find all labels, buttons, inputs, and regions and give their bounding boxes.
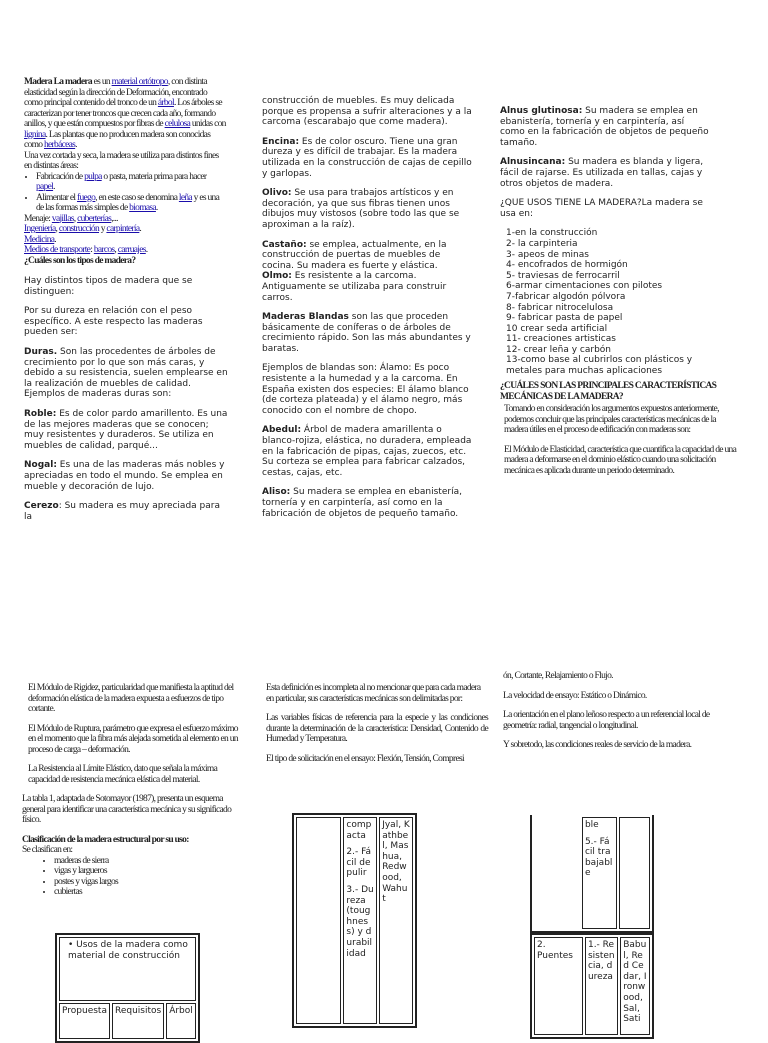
p-variables: Las variables físicas de referencia para la especie y las condiciones durante la determinación de la característica: Densidad, Contenido de Humedad y Temperatura. [266, 713, 488, 744]
p-encina: Encina: Es de color oscuro. Tiene una gran dureza y es difícil de trabajar. Es la madera utilizada en la construcción de cajas de cepillo y garlopas. [262, 136, 472, 179]
link-celulosa[interactable]: celulosa [164, 119, 191, 129]
cell-pulir: 2.- Fácil de pulir [346, 847, 371, 879]
p-abedul: Abedul: Árbol de madera amarillenta o blanco-rojiza, elástica, no duradera, empleada en la fabricación de pipas, cajas, zuecos, etc. Su corteza se emplea para fabricar calzados, cestas, cajas, etc. [262, 425, 472, 478]
ingenieria-line: Ingeniería, construcción y carpintería. [24, 224, 142, 234]
link-lignina[interactable]: lignina [24, 129, 46, 140]
table-cell: Árbol [166, 1003, 196, 1039]
p-tipo-solicitacion: El tipo de solicitación en el ensayo: Flexión, Tensión, Compresi [266, 753, 464, 764]
table-cell [296, 817, 341, 1024]
p-aliso: Aliso: Su madera se emplea en ebanistería, tornería y en carpintería, así como en la fabricación de objetos de pequeño tamaño. [262, 487, 462, 519]
menaje-line: Menaje: vajillas, cuberterías,... [24, 213, 118, 224]
intro-bold: La madera [53, 77, 92, 87]
p-alnusincana: Alnusincana: Su madera es blanda y ligera, fácil de rajarse. Es utilizada en tallas, cajas y otros objetos de madera. [500, 157, 704, 189]
p-velocidad: La velocidad de ensayo: Estático o Dinámico. [503, 690, 647, 701]
p-duras: Duras. Son las procedentes de árboles de crecimiento por lo que son más caras, y debido a su resistencia, suelen emplearse en la realización de muebles de calidad. Ejemplos de maderas duras son: [24, 346, 228, 400]
table-header-bullet: • Usos de la madera como material de construcción [68, 940, 188, 961]
table-cell [379, 817, 413, 1024]
usos-list [500, 228, 710, 376]
p-orientacion: La orientación en el plano leñoso respecto a un referencial local de geometría: radial, tangencial o longitudinal. [503, 710, 710, 731]
uses-list [24, 172, 226, 214]
intro-paragraph: Madera La madera es un material ortótropo, con distinta elasticidad según la dirección de Deformación, encontrado como principal contenido del tronco de un árbol. Los árboles se caracterizan por tener troncos que crecen cada año, formando anillos, y que están compuestos por fibras de celulosa unidas con lignina. Las plantas que no producen madera son conocidas como herbáceas. [24, 77, 226, 150]
uses-table-left [55, 933, 200, 1043]
list-item: 9- fabricar pasta de papel [506, 313, 623, 324]
list-item: • Fabricación de pulpa o pasta, materia prima para hacer papel. [36, 172, 226, 193]
p-olivo: Olivo: Se usa para trabajos artísticos y en decoración, ya que sus fibras tienen unos dibujos muy vistosos (sobre todo las que se aproximan a la raíz). [262, 188, 460, 230]
list-item: 11- creaciones artisticas [506, 334, 616, 345]
link-cubertarias[interactable]: cuberterías [77, 213, 112, 224]
uses-intro: Una vez cortada y seca, la madera se utiliza para distintos fines en distintas áreas: [24, 150, 219, 171]
lower-column-1 [24, 683, 244, 898]
p-alnus: Alnus glutinosa: Su madera se emplea en ebanistería, tornería y en carpintería, así como en la fabricación de objetos de pequeño tamaño. [500, 106, 709, 148]
link-carruajes[interactable]: carruajes [117, 245, 146, 255]
p-resistencia: La Resistencia al Límite Elástico, dato que señala la máxima capacidad de resistencia mecánica elástica del material. [28, 764, 218, 785]
lower-column-3 [503, 671, 741, 760]
list-item: 3- apeos de minas [506, 249, 589, 260]
uses-table-right-bottom [530, 933, 654, 1039]
p-tipos: Hay distintos tipos de madera que se distinguen: [24, 276, 193, 297]
question-caracteristicas: ¿CUÁLES SON LAS PRINCIPALES CARACTERÍSTICAS MECÁNICAS DE LA MADERA? [500, 381, 717, 402]
link-fuego[interactable]: fuego [77, 192, 96, 203]
list-item: 1-en la construcción [506, 228, 598, 239]
p-nogal: Nogal: Es una de las maderas más nobles y apreciadas en todo el mundo. Se emplea en mueble y decoración de lujo. [24, 460, 225, 492]
clasif-heading: Clasificación de la madera estructural por su uso: [22, 834, 189, 845]
p-tabla: La tabla 1, adaptada de Sotomayor (1987), presenta un esquema general para identificar una característica mecánica y su significado físico. [22, 794, 232, 825]
p-castano: Castaño: se emplea, actualmente, en la construcción de puertas de muebles de cocina. Su madera es fuerte y elástica. [262, 239, 447, 271]
p-cont: construcción de muebles. Es muy delicada porque es propensa a sufrir alteraciones y a la carcoma (escarabajo que come madera). [262, 96, 472, 128]
p-caract: Tomando en consideración los argumentos expuestos anteriormente, podemos concluir que las principales características mecánicas de la madera útiles en el proceso de edificación con maderas son: [504, 404, 719, 435]
uses-table-right-top [530, 815, 654, 933]
list-item: • cubiertas [54, 887, 244, 898]
table-cell: Requisitos [112, 1003, 164, 1039]
table-cell: 1.- Resistencia, dureza [585, 937, 618, 1035]
list-item: 13-como base al cubrirlos con plásticos y metales para muchas aplicaciones [506, 355, 693, 377]
list-item: 4- encofrados de hormigón [506, 260, 628, 271]
cell-trees: Jyal, Kathbel, Mashua, Redwood, Wahut [382, 820, 410, 905]
list-item: • maderas de sierra [54, 856, 244, 867]
link-material[interactable]: material ortótropo [111, 77, 168, 87]
p-roble: Roble: Es de color pardo amarillento. Es una de las mejores maderas que se conocen; muy resistentes y duraderos. Se utiliza en muebles de calidad, parqué... [24, 408, 228, 451]
column-3-lower [500, 381, 738, 485]
column-1 [24, 77, 226, 266]
p-cortante: ón, Cortante, Relajamiento o Flujo. [503, 671, 613, 681]
p-cerezo: Cerezo: Su madera es muy apreciada para la [24, 501, 220, 522]
link-pulpa[interactable]: pulpa [84, 171, 102, 182]
p-rigidez: El Módulo de Rigidez, particularidad que manifiesta la aptitud del deformación elástica de la madera expuesta a esfuerzos de tipo cortante. [28, 683, 234, 714]
list-item: • postes y vigas largos [54, 877, 244, 888]
intro-lead: Madera [24, 77, 52, 87]
uses-table-middle [292, 813, 417, 1028]
p-dureza: Por su dureza en relación con el peso específico. A este respecto las maderas pueden ser: [24, 306, 203, 338]
table-cell [343, 817, 377, 1024]
link-transporte[interactable]: Medios de transporte [24, 245, 91, 255]
list-item: 5- traviesas de ferrocarril [506, 270, 620, 281]
list-item: 6-armar cimentaciones con pilotes [506, 281, 663, 292]
p-blandas: Maderas Blandas son las que proceden básicamente de coníferas o de árboles de crecimiento rápido. Son las más abundantes y baratas. [262, 312, 471, 354]
medicina-line: Medicina. [24, 234, 56, 245]
table-header-cell [59, 937, 196, 1001]
p-condiciones: Y sobretodo, las condiciones reales de servicio de la madera. [503, 740, 692, 750]
p-olmo: Olmo: Es resistente a la carcoma. Antiguamente se utilizaba para construir carros. [262, 271, 447, 303]
cell-ble: ble [584, 820, 599, 830]
list-item: 2- la carpinteria [506, 238, 578, 249]
table-cell [619, 817, 650, 929]
column-2 [262, 96, 472, 528]
list-item: • Alimentar el fuego, en este caso se denomina leña y es una de las formas más simples de biomasa. [36, 193, 226, 214]
p-ejemplos: Ejemplos de blandas son: Álamo: Es poco resistente a la humedad y a la carcoma. En España existen dos especies: El álamo blanco (de corteza plateada) y el álamo negro, más conocido con el nombre de chopo. [262, 363, 469, 416]
list-item: 10 crear seda artificial [506, 323, 608, 334]
list-item: 7-fabricar algodón pólvora [506, 291, 626, 302]
link-barcos[interactable]: barcos [93, 245, 115, 255]
transporte-line: Medios de transporte: barcos, carruajes. [24, 245, 148, 255]
list-item: 8- fabricar nitrocelulosa [506, 302, 614, 313]
cell-compacta: compacta [346, 820, 372, 841]
link-herbaceas[interactable]: herbáceas [43, 140, 76, 150]
link-ingenieria[interactable]: Ingeniería [24, 224, 56, 234]
link-construccion[interactable]: construcción [58, 224, 100, 234]
table-cell [582, 817, 617, 929]
question-tipos: ¿Cuáles son los tipos de madera? [24, 255, 136, 266]
lower-column-2 [266, 683, 488, 773]
link-biomasa[interactable]: biomasa [129, 203, 156, 213]
table-cell: Propuesta [59, 1003, 110, 1039]
p-definicion: Esta definición es incompleta al no mencionar que para cada madera en particular, sus características mecánicas son delimitadas por: [266, 683, 481, 704]
link-lena[interactable]: leña [178, 192, 192, 203]
clasif-text: Se clasifican en: [22, 845, 73, 855]
p-ruptura: El Módulo de Ruptura, parámetro que expresa el esfuerzo máximo en el momento que la fibra más alejada sometida al elemento en un proceso de carga – deformación. [28, 723, 238, 755]
column-3 [500, 106, 710, 377]
link-medicina[interactable]: Medicina [24, 234, 55, 245]
list-item: 12- crear leña y carbón [506, 344, 612, 355]
table-cell: Babul, Red Cedar, Ironwood, Sal, Sati [620, 937, 650, 1035]
p-modulo: El Módulo de Elasticidad, característica que cuantifica la capacidad de una madera a deformarse en el dominio elástico cuando una solicitación mecánica es aplicada durante un periodo determinado. [504, 444, 737, 476]
cell-facil: 5.- Fácil trabajable [584, 836, 613, 879]
link-papel[interactable]: papel [36, 182, 54, 192]
link-carpinteria[interactable]: carpintería [106, 224, 140, 234]
column-1-body [24, 276, 229, 531]
table-cell: 2. Puentes [534, 937, 583, 1035]
link-arbol[interactable]: árbol [157, 98, 174, 108]
list-item: • vigas y largueros [54, 866, 244, 877]
link-vajillas[interactable]: vajillas [51, 213, 74, 224]
table-cell [534, 817, 580, 929]
clasif-list [24, 856, 244, 898]
cell-dureza: 3.- Dureza (toughness) y durabilidad [346, 884, 374, 959]
p-q-usos: ¿QUE USOS TIENE LA MADERA?La madera se usa en: [500, 198, 703, 219]
